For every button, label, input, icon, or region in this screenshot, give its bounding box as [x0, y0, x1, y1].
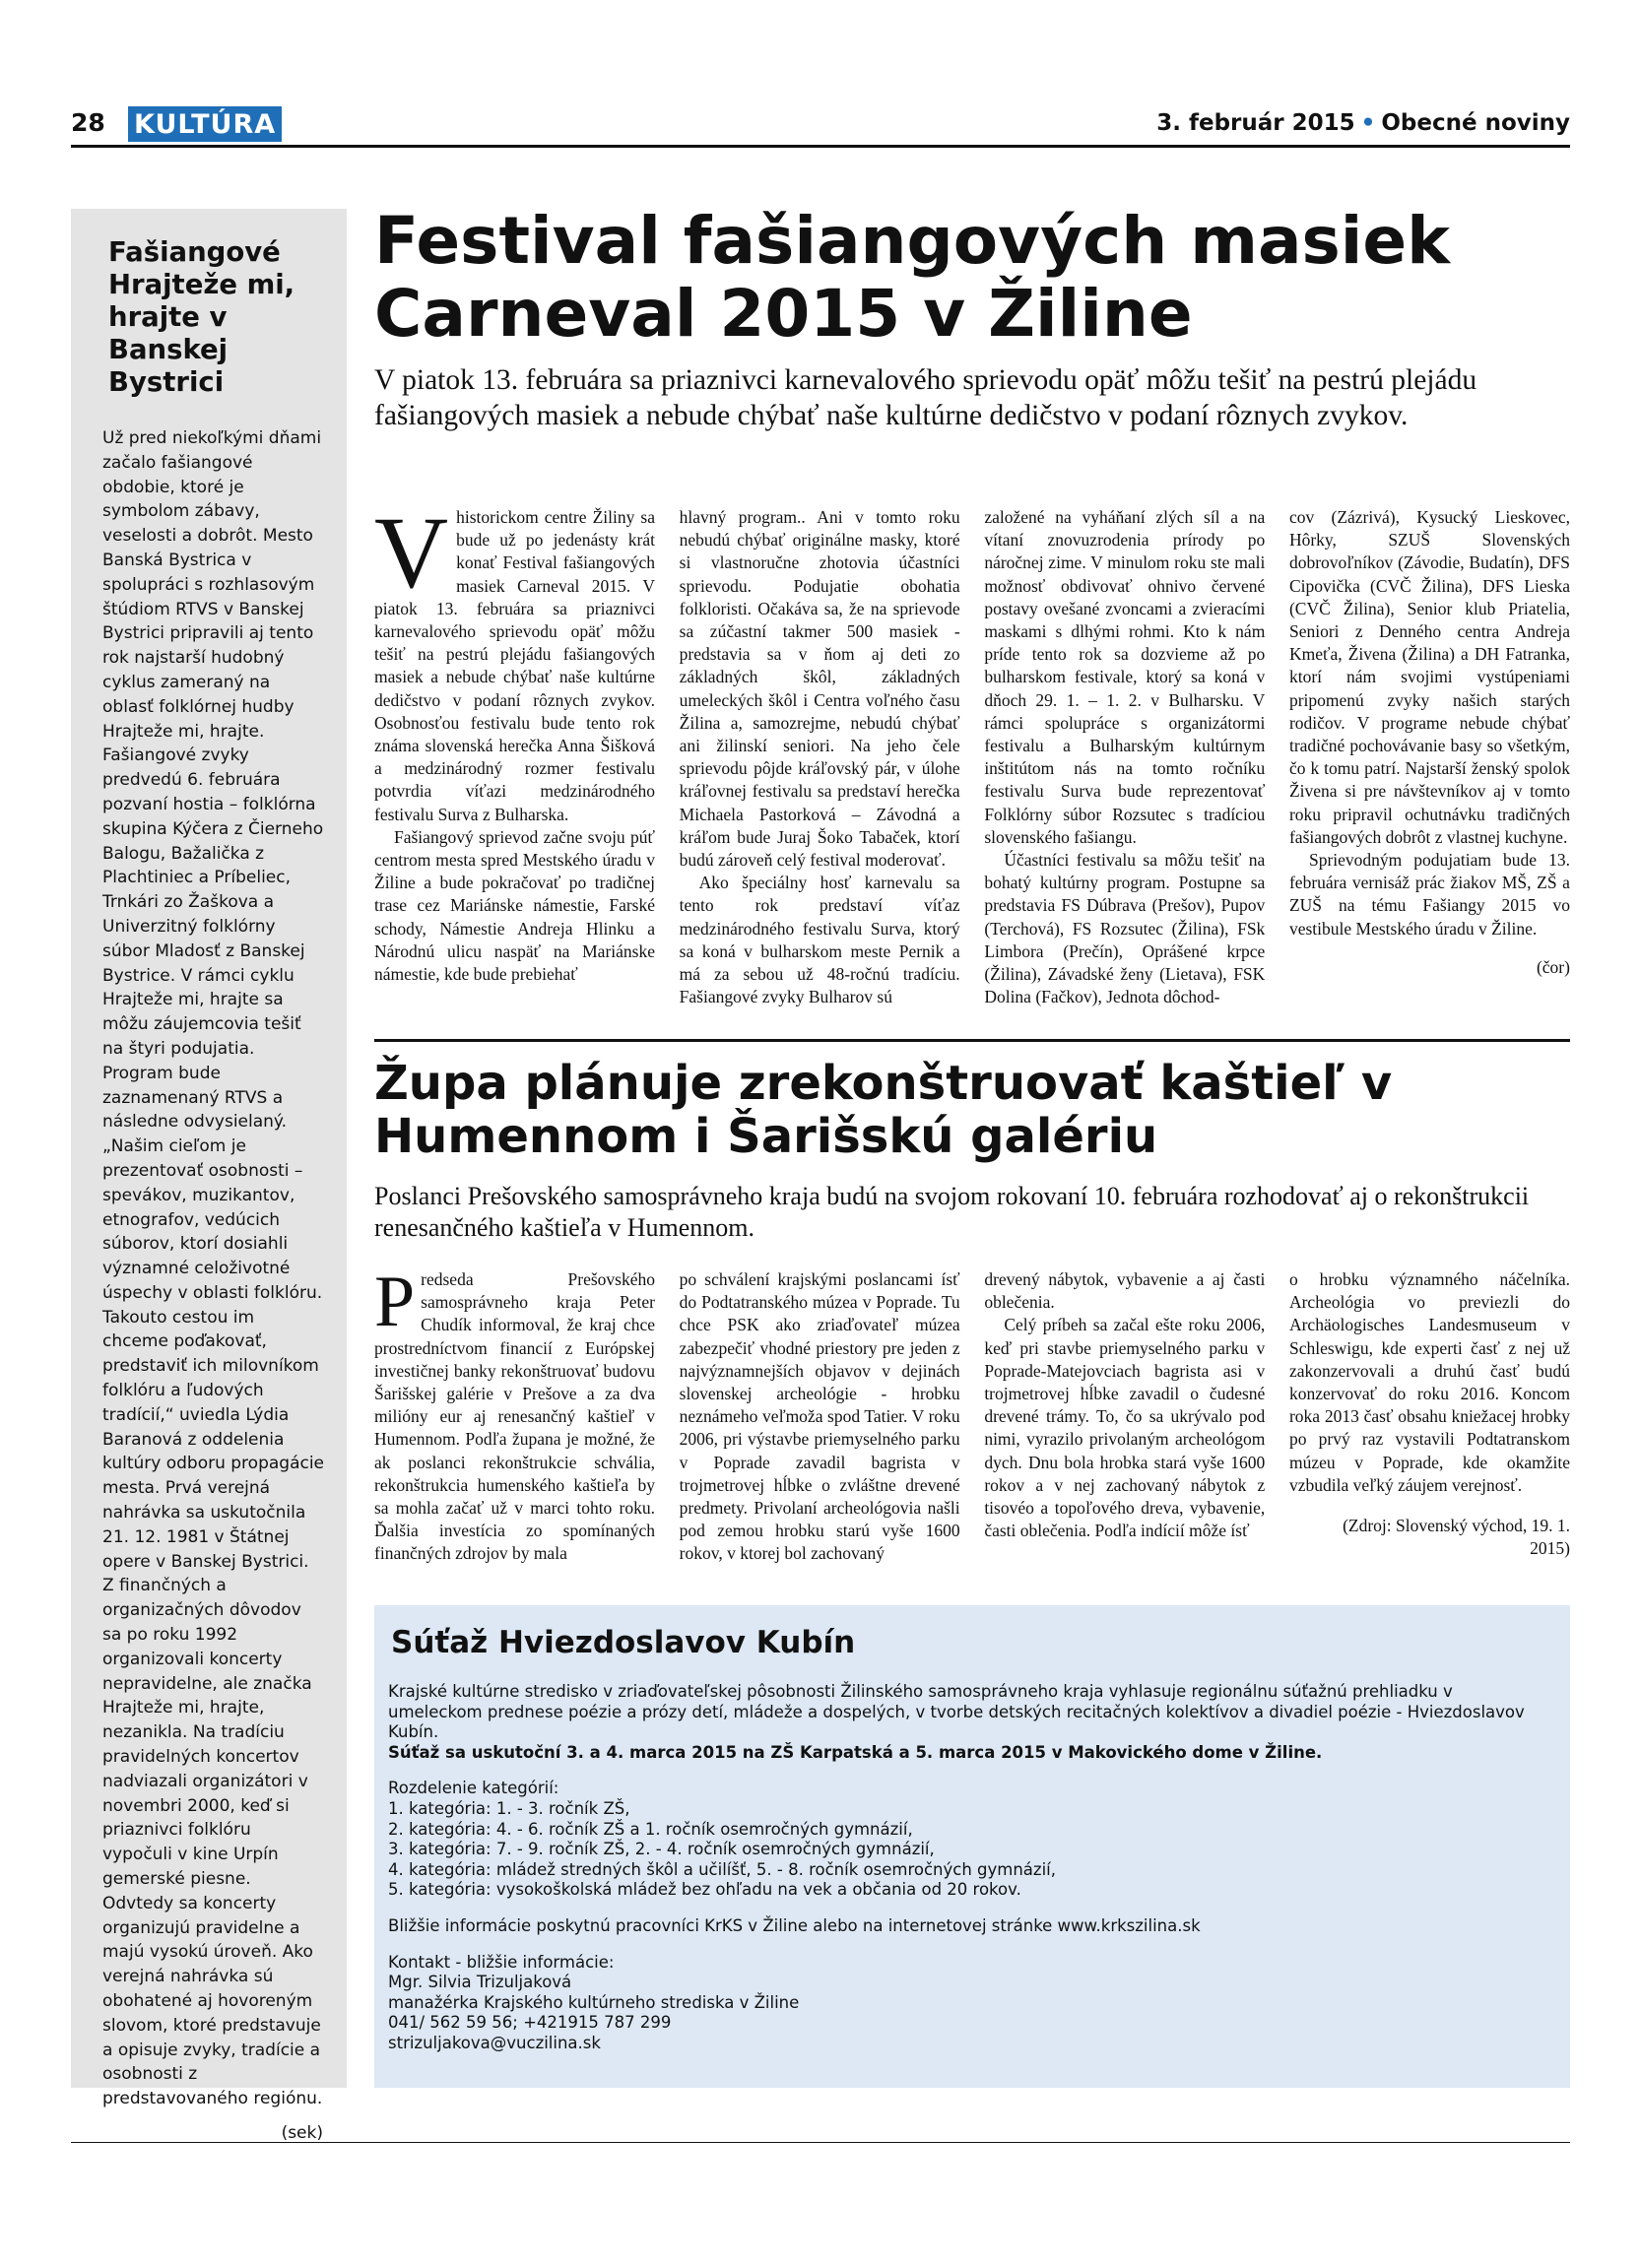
article2-column-3 [984, 1268, 1265, 1566]
category-item: 3. kategória: 7. - 9. ročník ZŠ, 2. - 4. ročník osemročných gymnázií, [388, 1840, 935, 1859]
sidebar-article [71, 209, 347, 2143]
section-label: KULTÚRA [128, 106, 282, 142]
contact-phone: 041/ 562 59 56; +421915 787 299 [388, 2013, 672, 2033]
category-item: 1. kategória: 1. - 3. ročník ZŠ, [388, 1798, 630, 1818]
sidebar-title: Fašiangové Hrajteže mi, hrajte v Banskej Bystrici [108, 236, 295, 398]
contact-email: strizuljakova@vuczilina.sk [388, 2033, 601, 2052]
article2-columns [374, 1262, 1570, 1566]
contact-heading: Kontakt - bližšie informácie: [388, 1952, 615, 1972]
article1-column-2 [680, 506, 960, 1008]
article1-text: historickom centre Žiliny sa bude už po jedenásty krát konať Festival fašiangových masiek Carneval 2015. V piatok 13. februára sa priaznivci karnevalového sprievodu opäť môžu tešiť na pestrú plejádu fašiangových masiek a nebude chýbať naše kultúrne dedičstvo v podaní rôznych zvykov. Osobnosťou festivalu bude tento rok známa slovenská herečka Anna Šišková a medzinárodný rozmer festivalu potvrdia víťazi medzinárodného festivalu Surva z Bulharska. [374, 507, 655, 824]
article1-paragraph: Účastníci festivalu sa môžu tešiť na bohatý kultúrny program. Postupne sa predstavia FS Dúbrava (Prešov), Pupov (Terchová), FS Rozsutec (Žilina), FSk Limbora (Prečín), Oprášené krpce (Žilina), Závadské ženy (Lietava), FSK Dolina (Fačkov), Jednota dôchod- [984, 850, 1266, 1007]
contact-role: manažérka Krajského kultúrneho strediska v Žiline [388, 1992, 800, 2012]
article1-paragraph [374, 496, 655, 826]
article2-column-2 [680, 1268, 960, 1566]
section-divider [374, 1039, 1570, 1042]
notice-info: Bližšie informácie poskytnú pracovníci KrKS v Žiline alebo na internetovej stránke www.krkszilina.sk [388, 1915, 1201, 1935]
article1-column-3 [984, 506, 1265, 1008]
categories-heading: Rozdelenie kategórií: [388, 1779, 559, 1798]
article1-paragraph: Sprievodným podujatiam bude 13. februára vernisáž prác žiakov MŠ, ZŠ a ZUŠ na tému Fašiangy 2015 vo vestibule Mestského úradu v Žiline. [1288, 850, 1570, 939]
article1-columns [374, 496, 1570, 1008]
article1-credit: (čor) [1536, 956, 1570, 977]
article2-lead: Poslanci Prešovského samosprávneho kraja budú na svojom rokovaní 10. februára rozhodovať aj o rekonštrukcii renesančného kaštieľa v Humennom. [374, 1182, 1530, 1242]
article1-paragraph: hlavný program.. Ani v tomto roku nebudú chýbať originálne masky, ktoré si vlastnoručne zhotovia účastníci sprievodu. Podujatie obohatia folkloristi. Očakáva sa, že na sprievode sa zúčastní takmer 500 masiek - predstavia sa v ňom aj deti zo základných škôl, základných umeleckých škôl i Centra voľného času Žilina a, samozrejme, nebudú chýbať ani žilinskí seniori. Na jeho čele sprievodu pôjde kráľovský pár, v úlohe kráľovnej festivalu sa predstaví herečka Michaela Pastorková – Závodná a kráľom bude Juraj Šoko Tabaček, ktorí budú zároveň celý festival moderovať. [679, 507, 960, 871]
page-number: 28 [71, 108, 105, 137]
article1-paragraph: založené na vyháňaní zlých síl a na vítaní znovuzrodenia prírody po náročnej zime. V minulom roku ste mali možnosť obdivovať ohnivo červené postavy ovešané zvoncami a zvieracími maskami s dlhými rohmi. Kto k nám príde tento rok sa dozvieme až po bulharskom festivale, ktorý sa koná v dňoch 29. 1. – 1. 2. v Bulharsku. V rámci spolupráce s organizátormi festivalu a Bulharským kultúrnym inštitútom nás na tomto ročníku festivalu Surva bude reprezentovať Folklórny súbor Rozsutec s tradíciou slovenského fašiangu. [984, 507, 1266, 847]
article2-column-1 [374, 1262, 655, 1566]
dropcap: P [374, 1262, 416, 1342]
dropcap: V [374, 496, 449, 610]
article1-headline: Festival fašiangových masiek Carneval 2015 v Žiline [374, 203, 1451, 352]
sidebar-body: Už pred niekoľkými dňami začalo fašiangové obdobie, ktoré je symbolom zábavy, veselosti a dobrôt. Mesto Banská Bystrica v spolupráci s rozhlasovým štúdiom RTVS v Banskej Bystrici pripravili aj tento rok najstarší hudobný cyklus zameraný na oblasť folklórnej hudby Hrajteže mi, hrajte. Fašiangové zvyky predvedú 6. februára pozvaní hostia – folklórna skupina Kýčera z Čierneho Balogu, Bažalička z Plachtiniec a Príbeliec, Trnkári zo Žaškova a Univerzitný folklórny súbor Mladosť z Banskej Bystrice. V rámci cyklu Hrajteže mi, hrajte sa môžu záujemcovia tešiť na štyri podujatia. Program bude zaznamenaný RTVS a následne odvysielaný. „Našim cieľom je prezentovať osobnosti – spevákov, muzikantov, etnografov, vedúcich súborov, ktorí dosiahli významné celoživotné úspechy v oblasti folklóru. Takouto cestou im chceme poďakovať, predstaviť ich milovníkom folklóru a ľudových tradícií,“ uviedla Lýdia Baranová z oddelenia kultúry odboru propagácie mesta. Prvá verejná nahrávka sa uskutočnila 21. 12. 1981 v Štátnej opere v Banskej Bystrici. Z finančných a organizačných dôvodov sa po roku 1992 organizovali koncerty nepravidelne, ale značka Hrajteže mi, hrajte, nezanikla. Na tradíciu pravidelných koncertov nadviazali organizátori v novembri 2000, keď si priaznivci folklóru vypočuli v kine Urpín gemerské piesne. Odvtedy sa koncerty organizujú pravidelne a majú vysokú úroveň. Ako verejná nahrávka sú obohatené aj hovoreným slovom, ktoré predstavuje a opisuje zvyky, tradície a osobnosti z predstavovaného regiónu. [102, 428, 325, 2109]
page-header [71, 106, 1570, 148]
notice-dates: Súťaž sa uskutoční 3. a 4. marca 2015 na ZŠ Karpatská a 5. marca 2015 v Makovického dome v Žiline. [388, 1742, 1323, 1762]
competition-notice [374, 1605, 1570, 2088]
article1-column-4 [1289, 506, 1570, 1008]
contact-name: Mgr. Silvia Trizuljaková [388, 1973, 572, 1992]
category-item: 4. kategória: mládež stredných škôl a učilíšť, 5. - 8. ročník osemročných gymnázií, [388, 1859, 1056, 1879]
article1-paragraph: Ako špeciálny hosť karnevalu sa tento rok predstaví víťaz medzinárodného festivalu Surva, ktorý sa koná v bulharskom meste Pernik a má za sebou už 48-ročnú tradíciu. Fašiangové zvyky Bulharov sú [679, 873, 960, 1007]
article1-column-1 [374, 496, 655, 1008]
issue-date: 3. február 2015 [1156, 110, 1355, 136]
article2-headline: Župa plánuje zrekonštruovať kaštieľ v Humennom i Šarišskú galériu [374, 1056, 1393, 1164]
article1-paragraph: cov (Zázrivá), Kysucký Lieskovec, Hôrky, SZUŠ Slovenských dobrovoľníkov (Závodie, Budatín), DFS Cipovička (CVČ Žilina), DFS Lieska (CVČ Žilina), Senior klub Priatelia, Seniori z Denného centra Andreja Kmeťa, Živena (Žilina) a DH Fatranka, ktorí nám svojimi vystúpeniami pripomenú zvyky našich starých rodičov. V programe nebude chýbať tradičné pochovávanie basy so všetkým, čo k tomu patrí. Najstarší ženský spolok Živena si pre návštevníkov aj v tomto roku pripravil ochutnávku tradičných fašiangových dobrôt z vlastnej kuchyne. [1288, 507, 1570, 847]
category-item: 5. kategória: vysokoškolská mládež bez ohľadu na vek a občania od 20 rokov. [388, 1880, 1021, 1900]
separator-bullet: • [1360, 110, 1376, 136]
article2-paragraph: po schválení krajskými poslancami ísť do Podtatranského múzea v Poprade. Tu chce PSK ako zriaďovateľ múzea zabezpečiť vhodné priestory pre jeden z najvýznamnejších objavov v dejinách slovenskej archeológie - hrobku neznámeho veľmoža spod Tatier. V roku 2006, pri výstavbe priemyselného parku v Poprade zavadil bagrista v trojmetrovej hĺbke o zvláštne drevené predmety. Privolaní archeológovia našli pod zemou hrobku starú vyše 1600 rokov, v ktorej bol zachovaný [679, 1269, 960, 1564]
article2-paragraph [374, 1262, 655, 1566]
article2-paragraph: Celý príbeh sa začal ešte roku 2006, keď pri stavbe priemyselného parku v Poprade-Matejovciach bagrista asi v trojmetrovej hĺbke zavadil o čudesné drevené trámy. To, čo sa ukrývalo pod nimi, vyrazilo privolaným archeológom dych. Dnu bola hrobka stará vyše 1600 rokov a v nej zachovaný nábytok z tisovéo a topoľového dreva, vybavenie, časti oblečenia. Podľa indícií môže ísť [984, 1315, 1266, 1541]
sidebar-author: (sek) [281, 2122, 323, 2143]
article2-column-4 [1289, 1268, 1570, 1566]
issue-info [1156, 110, 1570, 136]
notice-title: Súťaž Hviezdoslavov Kubín [391, 1625, 856, 1660]
page-bottom-rule [71, 2142, 1570, 2143]
article1-lead: V piatok 13. februára sa priaznivci karnevalového sprievodu opäť môžu tešiť na pestrú plejádu fašiangových masiek a nebude chýbať naše kultúrne dedičstvo v podaní rôznych zvykov. [374, 364, 1477, 431]
article2-paragraph: drevený nábytok, vybavenie a aj časti oblečenia. [984, 1269, 1266, 1313]
article2-source: (Zdroj: Slovenský východ, 19. 1. 2015) [1343, 1516, 1570, 1559]
article2-text: redseda Prešovského samosprávneho kraja Peter Chudík informoval, že kraj chce prostredníctvom financií z Európskej investičnej banky rekonštruovať budovu Šarišskej galérie v Prešove a za dva milióny eur aj renesančný kaštieľ v Humennom. Podľa župana je možné, že ak poslanci rekonštrukcie schvália, rekonštrukcia humenského kaštieľa by sa mohla začať už v marci tohto roku. Ďalšia investícia zo spomínaných finančných zdrojov by mala [374, 1269, 655, 1564]
article1-paragraph: Fašiangový sprievod začne svoju púť centrom mesta spred Mestského úradu v Žiline a bude pokračovať po tradičnej trase cez Mariánske námestie, Farské schody, Námestie Andreja Hlinku a Národnú ulicu naspäť na Mariánske námestie, kde bude prebiehať [374, 826, 655, 985]
publication-name: Obecné noviny [1381, 110, 1570, 136]
article2-paragraph: o hrobku významného náčelníka. Archeológia vo previezli do Archäologisches Landesmuseum v Schleswigu, kde experti časť z nej už zakonzervovali a druhú časť budú konzervovať do roku 2016. Koncom roka 2013 časť obsahu kniežacej hrobky po prvý raz vystavili Podtatranskom múzeu v Poprade, kde okamžite vzbudila veľký záujem verejnosť. [1288, 1269, 1570, 1495]
notice-intro: Krajské kultúrne stredisko v zriaďovateľskej pôsobnosti Žilinského samosprávneho kraja vyhlasuje regionálnu súťažnú prehliadku v umeleckom prednese poézie a prózy detí, mládeže a dospelých, v tvorbe detských recitačných kolektívov a divadiel poézie - Hviezdoslavov Kubín. [388, 1682, 1525, 1742]
category-item: 2. kategória: 4. - 6. ročník ZŠ a 1. ročník osemročných gymnázií, [388, 1819, 913, 1839]
